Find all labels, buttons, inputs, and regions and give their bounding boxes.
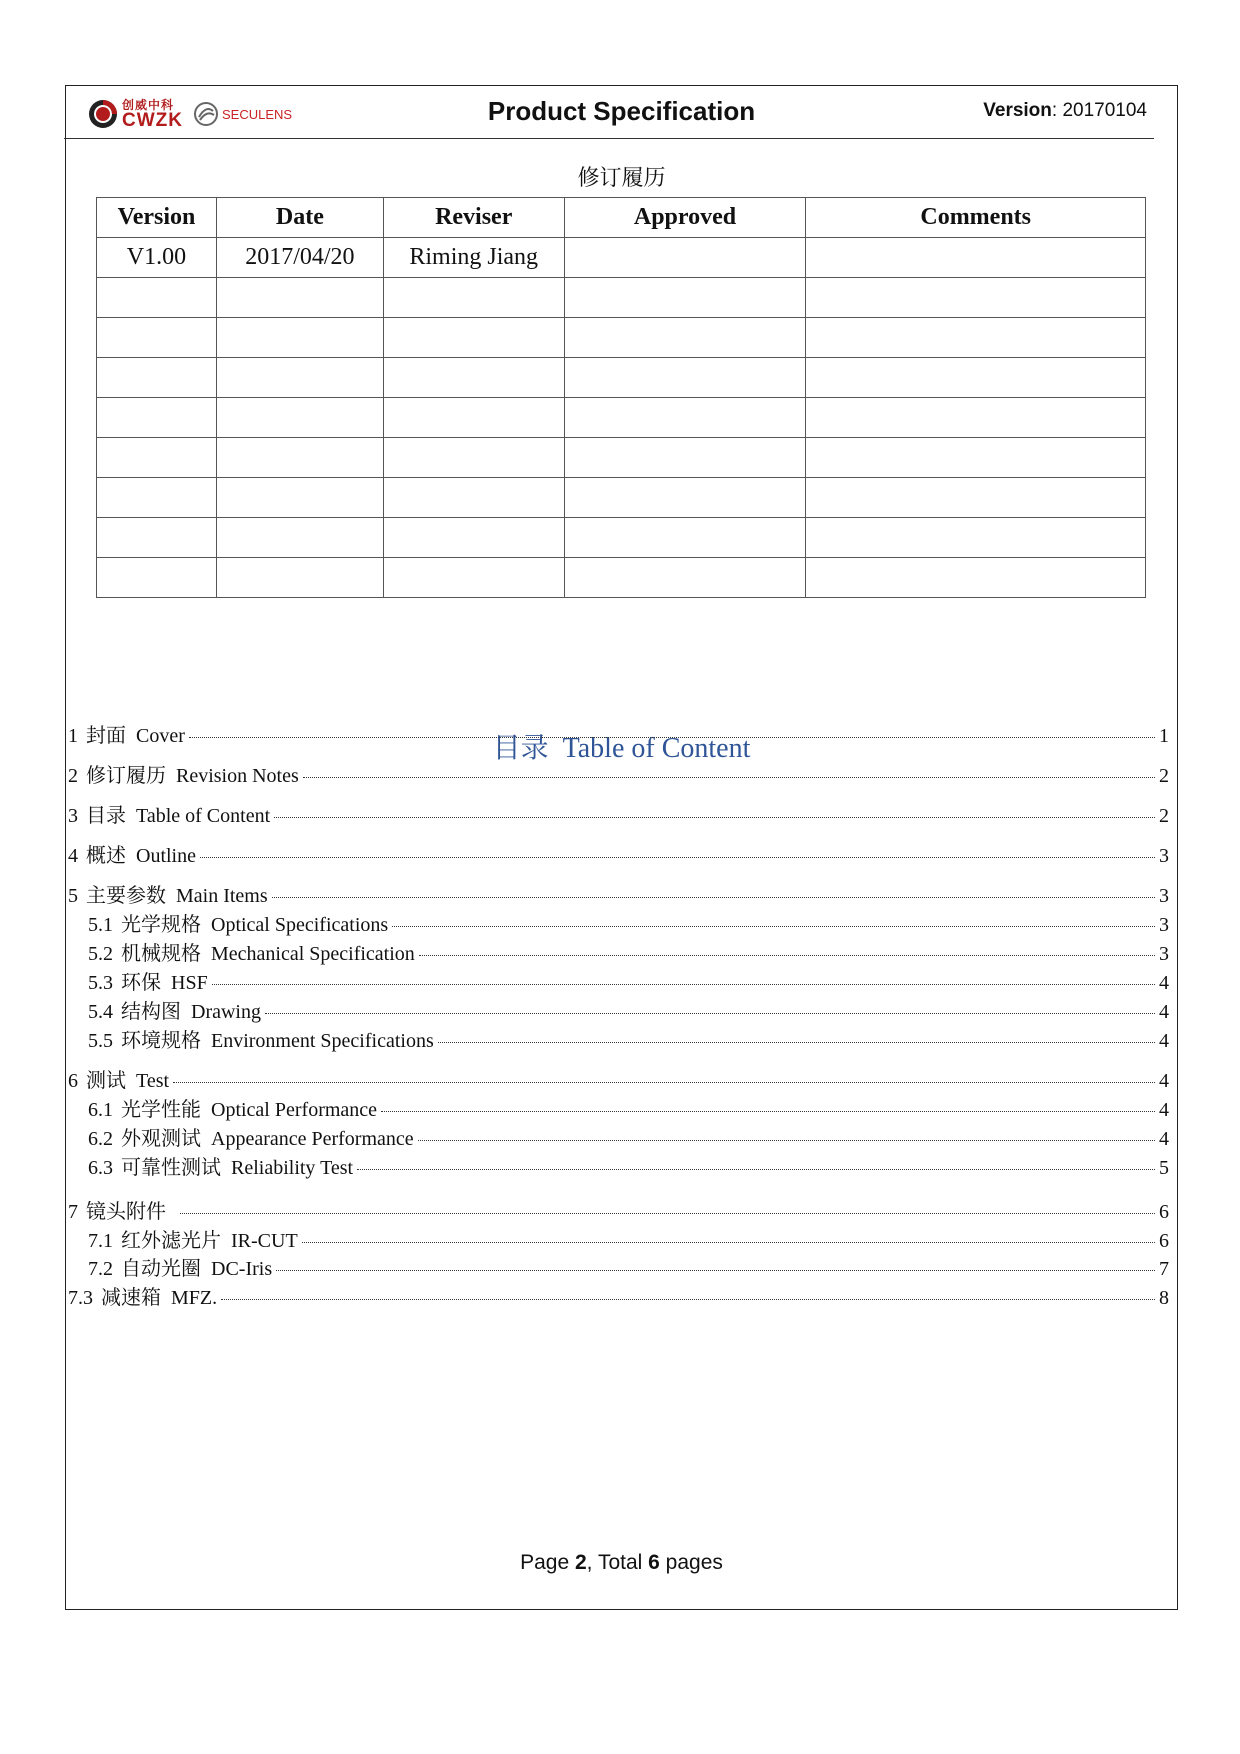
toc-entry-cn: 目录 <box>86 803 126 827</box>
table-cell <box>97 318 217 358</box>
table-cell <box>564 438 806 478</box>
toc-entry-en: Optical Specifications <box>211 914 389 936</box>
toc-entry[interactable] <box>68 839 1169 868</box>
table-cell <box>564 558 806 598</box>
table-cell <box>383 518 564 558</box>
toc-leader-dots <box>438 1042 1155 1043</box>
toc-entry-en: DC-Iris <box>211 1258 273 1280</box>
toc-entry-en: MFZ. <box>171 1287 218 1309</box>
toc-title-cn: 目录 <box>492 731 549 764</box>
table-cell <box>806 558 1146 598</box>
table-cell <box>97 558 217 598</box>
toc-entry-en: HSF <box>171 972 208 994</box>
table-cell <box>806 518 1146 558</box>
page-header <box>66 86 1177 140</box>
toc-entry-page: 4 <box>1159 1099 1169 1121</box>
toc-entry-cn: 自动光圈 <box>121 1256 201 1280</box>
toc-leader-dots <box>221 1299 1155 1300</box>
table-cell <box>216 438 383 478</box>
toc-leader-dots <box>381 1111 1155 1112</box>
toc-entry-cn: 结构图 <box>121 999 181 1023</box>
toc-entry[interactable] <box>88 937 1169 966</box>
toc-leader-dots <box>276 1270 1155 1271</box>
toc-entry-en: Drawing <box>191 1001 261 1023</box>
logo-en-text: CWZK <box>122 109 183 131</box>
toc-entry-page: 1 <box>1159 725 1169 747</box>
toc-entry-number: 2 <box>68 765 78 787</box>
table-cell <box>97 438 217 478</box>
toc-entry-page: 4 <box>1159 1030 1169 1052</box>
toc-entry-page: 3 <box>1159 845 1169 867</box>
table-cell <box>564 478 806 518</box>
toc-leader-dots <box>272 897 1155 898</box>
toc-entry[interactable] <box>88 1151 1169 1180</box>
toc-entry-number: 7.3 <box>68 1287 93 1309</box>
seculens-text: SECULENS <box>221 106 293 122</box>
table-cell <box>383 478 564 518</box>
toc-entry-number: 6.2 <box>88 1128 113 1150</box>
document-title: Product Specification <box>487 96 756 126</box>
toc-entry-en: Mechanical Specification <box>211 943 415 965</box>
toc-entry-cn: 机械规格 <box>121 941 201 965</box>
toc-entry-en: Revision Notes <box>176 765 299 787</box>
table-cell <box>97 278 217 318</box>
toc-entry-page: 4 <box>1159 1128 1169 1150</box>
toc-entry-en: Appearance Performance <box>211 1128 414 1150</box>
toc-entry-number: 5.3 <box>88 972 113 994</box>
toc-entry-cn: 环保 <box>121 970 161 994</box>
table-cell <box>97 358 217 398</box>
toc-leader-dots <box>392 926 1155 927</box>
toc-leader-dots <box>212 984 1155 985</box>
table-cell <box>806 478 1146 518</box>
toc-entry-page: 3 <box>1159 885 1169 907</box>
toc-entry-page: 2 <box>1159 765 1169 787</box>
toc-leader-dots <box>418 1140 1155 1141</box>
toc-entry-page: 8 <box>1159 1287 1169 1309</box>
table-row <box>97 318 1146 358</box>
logo-cn-text: 创威中科 <box>122 97 175 112</box>
table-cell <box>216 278 383 318</box>
table-cell <box>806 238 1146 278</box>
revision-table <box>96 197 1146 598</box>
table-row <box>97 558 1146 598</box>
toc-entry-page: 6 <box>1159 1230 1169 1252</box>
table-cell <box>216 478 383 518</box>
toc-leader-dots <box>303 777 1155 778</box>
table-row <box>97 238 1146 278</box>
toc-entry-en: IR-CUT <box>231 1230 298 1252</box>
toc-entry[interactable] <box>88 1122 1169 1151</box>
toc-entry-cn: 镜头附件 <box>86 1199 166 1223</box>
column-header: Approved <box>564 198 806 238</box>
table-cell <box>564 518 806 558</box>
table-row <box>97 358 1146 398</box>
toc-entry-number: 5.4 <box>88 1001 113 1023</box>
table-cell <box>383 438 564 478</box>
toc-entry-number: 1 <box>68 725 78 747</box>
toc-entry[interactable] <box>88 966 1169 995</box>
toc-entry-cn: 光学规格 <box>121 912 201 936</box>
toc-entry-en: Outline <box>136 845 196 867</box>
table-cell <box>383 398 564 438</box>
table-cell: 2017/04/20 <box>216 238 383 278</box>
toc-entry-en: Test <box>136 1070 170 1092</box>
toc-entry-number: 7 <box>68 1201 78 1223</box>
toc-entry-page: 3 <box>1159 943 1169 965</box>
table-cell <box>216 358 383 398</box>
column-header: Reviser <box>383 198 564 238</box>
table-row <box>97 278 1146 318</box>
table-cell <box>383 558 564 598</box>
version-value: : 20170104 <box>1051 100 1147 121</box>
toc-leader-dots <box>357 1169 1155 1170</box>
toc-entry-cn: 红外滤光片 <box>121 1228 221 1252</box>
toc-leader-dots <box>173 1082 1155 1083</box>
table-cell <box>806 278 1146 318</box>
toc-entry-cn: 环境规格 <box>121 1028 201 1052</box>
footer-total-suffix: pages <box>659 1551 723 1574</box>
table-cell <box>564 398 806 438</box>
table-cell <box>564 278 806 318</box>
table-row <box>97 518 1146 558</box>
table-cell <box>806 318 1146 358</box>
toc-entry-number: 6 <box>68 1070 78 1092</box>
toc-entry-cn: 概述 <box>86 843 126 867</box>
toc-entry-number: 7.2 <box>88 1258 113 1280</box>
document-version <box>983 100 1147 122</box>
toc-entry-number: 5.2 <box>88 943 113 965</box>
toc-entry-page: 7 <box>1159 1258 1169 1280</box>
toc-entry-number: 6.1 <box>88 1099 113 1121</box>
toc-leader-dots <box>302 1242 1155 1243</box>
version-label: Version <box>983 100 1052 121</box>
table-row <box>97 478 1146 518</box>
toc-entry-page: 4 <box>1159 1070 1169 1092</box>
toc-entry-cn: 主要参数 <box>86 883 166 907</box>
column-header: Comments <box>806 198 1146 238</box>
footer-page-prefix: Page <box>520 1551 575 1574</box>
header-divider <box>64 138 1154 139</box>
toc-entry-page: 4 <box>1159 1001 1169 1023</box>
footer-page-number: 2 <box>574 1551 587 1574</box>
toc-entry-number: 3 <box>68 805 78 827</box>
table-cell: V1.00 <box>97 238 217 278</box>
toc-leader-dots <box>200 857 1155 858</box>
table-cell <box>216 318 383 358</box>
toc-entry[interactable] <box>88 908 1169 937</box>
toc-entry-en: Table of Content <box>136 805 271 827</box>
toc-leader-dots <box>180 1213 1155 1214</box>
toc-entry-page: 6 <box>1159 1201 1169 1223</box>
page-frame <box>65 85 1178 1610</box>
table-cell <box>97 398 217 438</box>
toc-title-en: Table of Content <box>562 733 751 764</box>
revision-title: 修订履历 <box>577 166 666 191</box>
table-cell <box>97 518 217 558</box>
toc-entry-page: 2 <box>1159 805 1169 827</box>
toc-entry-cn: 可靠性测试 <box>121 1155 221 1179</box>
toc-entry-en: Main Items <box>176 885 268 907</box>
table-cell <box>383 318 564 358</box>
table-cell <box>564 358 806 398</box>
toc-entry-cn: 光学性能 <box>121 1097 201 1121</box>
table-cell <box>806 438 1146 478</box>
toc-entry[interactable] <box>88 1093 1169 1122</box>
table-cell <box>383 358 564 398</box>
toc-entry-number: 4 <box>68 845 78 867</box>
toc-entry-cn: 封面 <box>86 723 126 747</box>
toc-entry-cn: 测试 <box>86 1068 126 1092</box>
toc-entry-cn: 减速箱 <box>101 1285 161 1309</box>
footer-total-prefix: , Total <box>586 1551 649 1574</box>
toc-leader-dots <box>265 1013 1155 1014</box>
toc-entry[interactable] <box>68 799 1169 828</box>
toc-leader-dots <box>274 817 1155 818</box>
toc-entry[interactable] <box>68 1195 1169 1224</box>
toc-entry-en: Cover <box>136 725 185 747</box>
table-cell <box>216 558 383 598</box>
table-cell <box>564 238 806 278</box>
table-cell <box>806 358 1146 398</box>
toc-entry-page: 3 <box>1159 914 1169 936</box>
table-row <box>97 398 1146 438</box>
table-cell <box>564 318 806 358</box>
toc-entry-cn: 修订履历 <box>86 763 166 787</box>
toc-entry-page: 4 <box>1159 972 1169 994</box>
table-cell <box>806 398 1146 438</box>
toc-entry-number: 5 <box>68 885 78 907</box>
footer-total-number: 6 <box>648 1551 660 1574</box>
toc-entry-cn: 外观测试 <box>121 1126 201 1150</box>
table-cell <box>383 278 564 318</box>
column-header: Version <box>97 198 217 238</box>
table-cell: Riming Jiang <box>383 238 564 278</box>
toc-entry-page: 5 <box>1159 1157 1169 1179</box>
toc-entry-number: 5.5 <box>88 1030 113 1052</box>
toc-entry[interactable] <box>88 1252 1169 1281</box>
toc-entry-en: Reliability Test <box>231 1157 354 1179</box>
toc-entry[interactable] <box>68 1281 1169 1310</box>
page-footer <box>66 1551 1177 1575</box>
toc-leader-dots <box>189 737 1155 738</box>
toc-entry-en: Environment Specifications <box>211 1030 434 1052</box>
toc-entry-number: 5.1 <box>88 914 113 936</box>
table-row <box>97 438 1146 478</box>
toc-entry[interactable] <box>88 1024 1169 1053</box>
toc-entry-number: 6.3 <box>88 1157 113 1179</box>
toc-entry-number: 7.1 <box>88 1230 113 1252</box>
revision-header-row <box>97 198 1146 238</box>
table-cell <box>216 518 383 558</box>
column-header: Date <box>216 198 383 238</box>
table-cell <box>216 398 383 438</box>
toc-entry[interactable] <box>68 759 1169 788</box>
toc-leader-dots <box>419 955 1155 956</box>
table-cell <box>97 478 217 518</box>
toc-entry[interactable] <box>88 995 1169 1024</box>
toc-entry-en: Optical Performance <box>211 1099 378 1121</box>
toc-entry[interactable] <box>68 879 1169 908</box>
toc-entry[interactable] <box>68 1064 1169 1093</box>
toc-entry[interactable] <box>88 1224 1169 1253</box>
toc-entry[interactable] <box>68 719 1169 748</box>
